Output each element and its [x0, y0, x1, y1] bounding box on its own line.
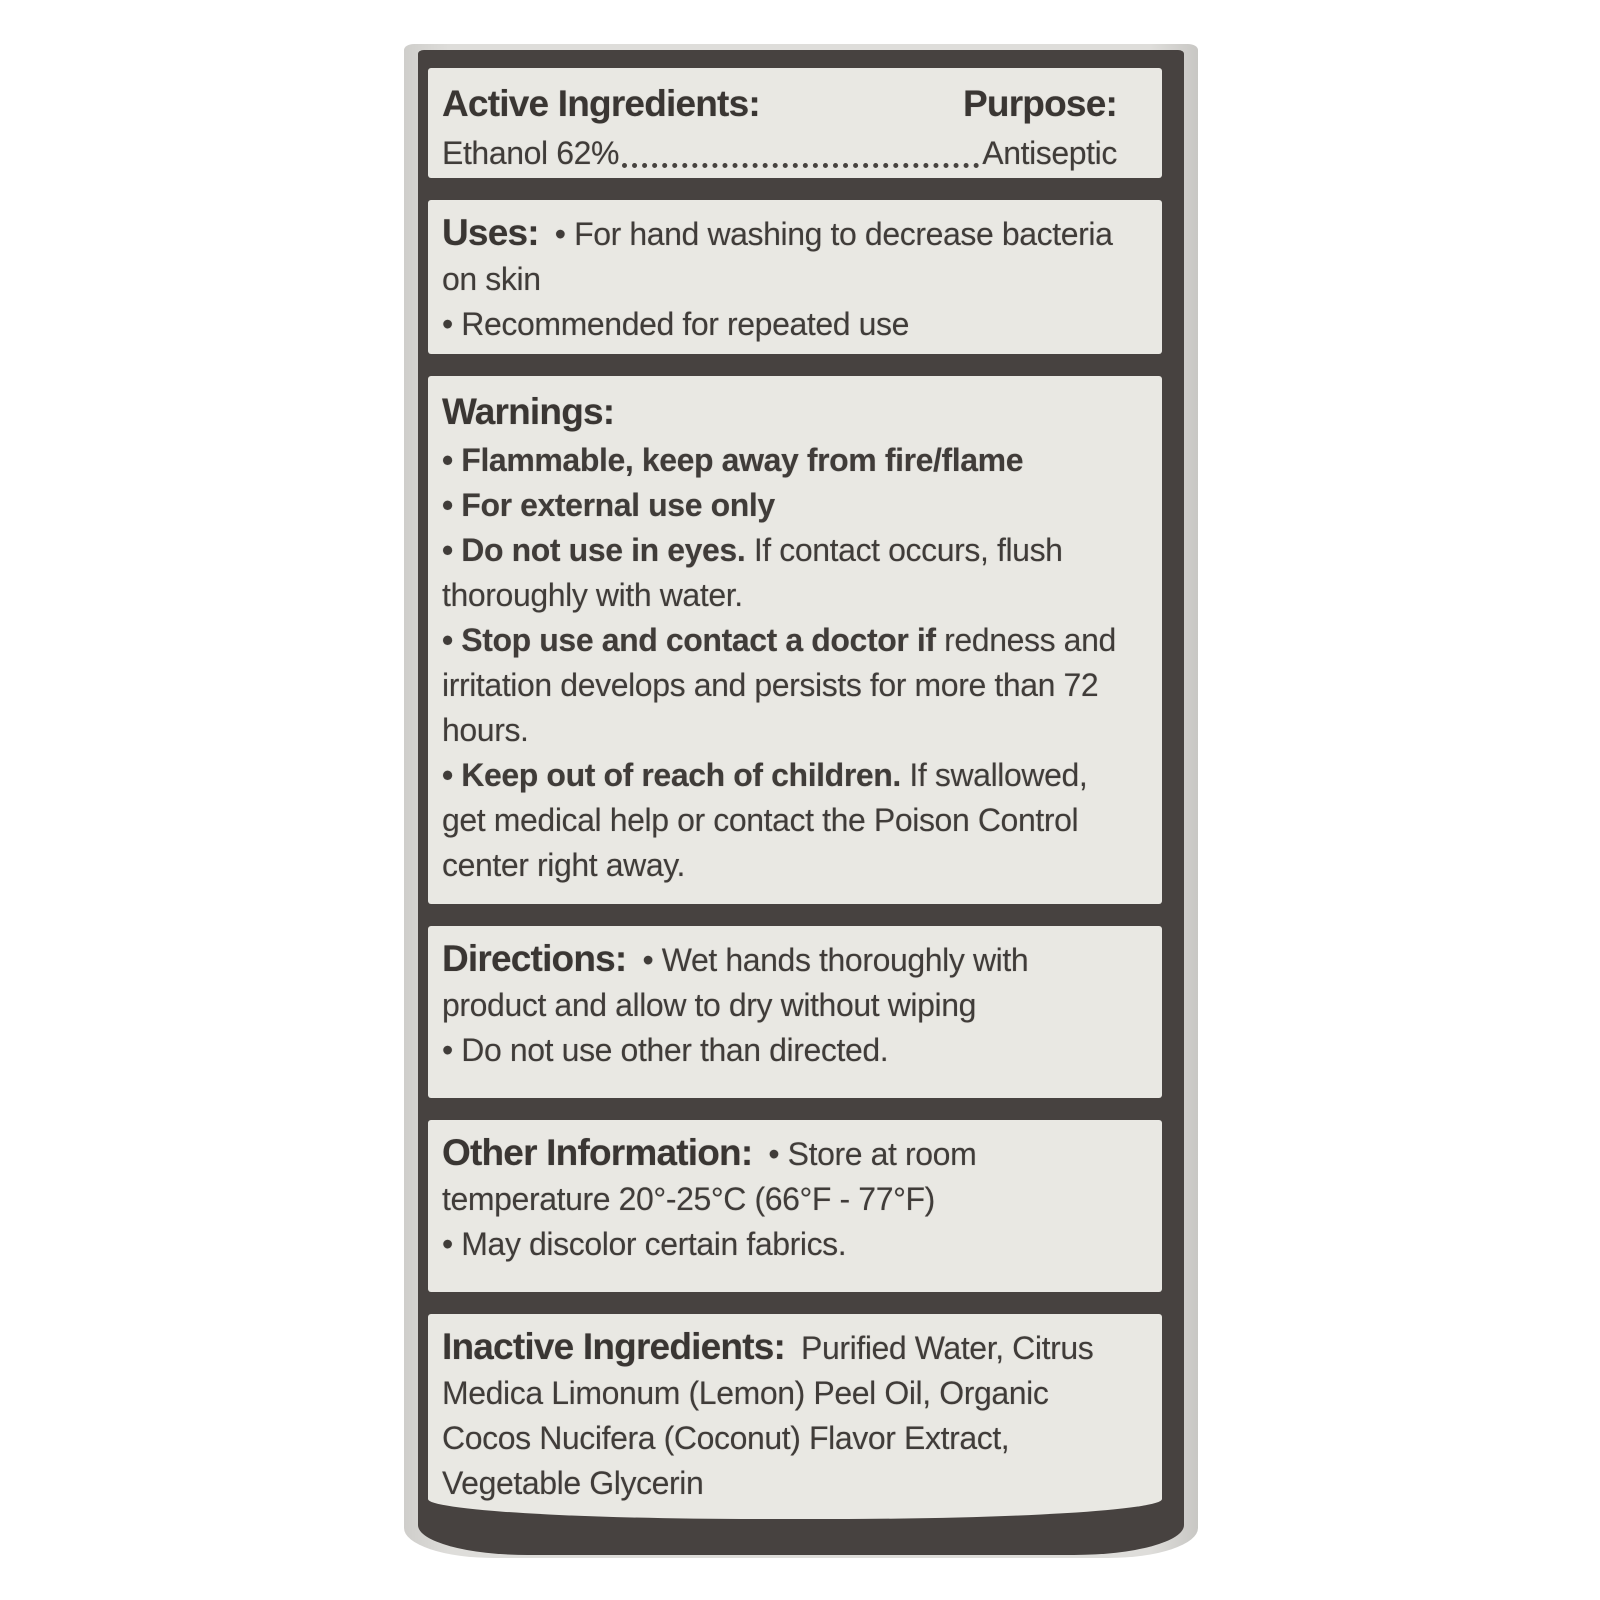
ingredient-name: Ethanol 62%: [442, 135, 620, 171]
warning-item: • Flammable, keep away from fire/flame: [442, 442, 1024, 478]
directions-second-item: • Do not use other than directed.: [442, 1032, 889, 1068]
active-ingredients-heading-row: [442, 80, 1117, 128]
other-information-second-item: • May discolor certain fabrics.: [442, 1226, 847, 1262]
uses-first-item: Uses: • For hand washing to decrease bacteria on skin: [442, 212, 1113, 297]
active-ingredients-heading: Active Ingredients:: [442, 83, 760, 124]
other-information-panel: [428, 1120, 1162, 1292]
other-information-heading: Other Information:: [442, 1132, 753, 1173]
warnings-panel: [428, 376, 1162, 904]
inactive-ingredients-panel: [428, 1314, 1162, 1519]
inactive-ingredients-text: Inactive Ingredients: Purified Water, Citrus Medica Limonum (Lemon) Peel Oil, Organic Cocos Nucifera (Coconut) Flavor Extract, Vegetable Glycerin: [442, 1326, 1094, 1501]
warning-item: • Do not use in eyes. If contact occurs, flush thoroughly with water.: [442, 532, 1063, 613]
purpose-value: Antiseptic: [982, 135, 1117, 171]
active-ingredients-panel: [428, 68, 1162, 178]
inactive-ingredients-heading: Inactive Ingredients:: [442, 1326, 786, 1367]
warning-item: • For external use only: [442, 487, 775, 523]
warning-item: • Keep out of reach of children. If swallowed, get medical help or contact the Poison Control center right away.: [442, 757, 1088, 883]
warnings-heading: Warnings:: [442, 391, 615, 432]
directions-heading: Directions:: [442, 938, 627, 979]
directions-panel: [428, 926, 1162, 1098]
uses-second-item: • Recommended for repeated use: [442, 306, 910, 342]
purpose-heading: Purpose:: [963, 83, 1117, 124]
uses-heading: Uses:: [442, 212, 539, 253]
drug-facts-label: [418, 50, 1184, 1555]
directions-first-item: Directions: • Wet hands thoroughly with product and allow to dry without wiping: [442, 938, 1029, 1023]
ingredient-row: [442, 128, 1117, 178]
dotted-leader: [622, 163, 979, 168]
other-information-first-item: Other Information: • Store at room temperature 20°-25°C (66°F - 77°F): [442, 1132, 977, 1217]
warning-item: • Stop use and contact a doctor if redness and irritation develops and persists for more than 72 hours.: [442, 622, 1116, 748]
uses-panel: [428, 200, 1162, 354]
